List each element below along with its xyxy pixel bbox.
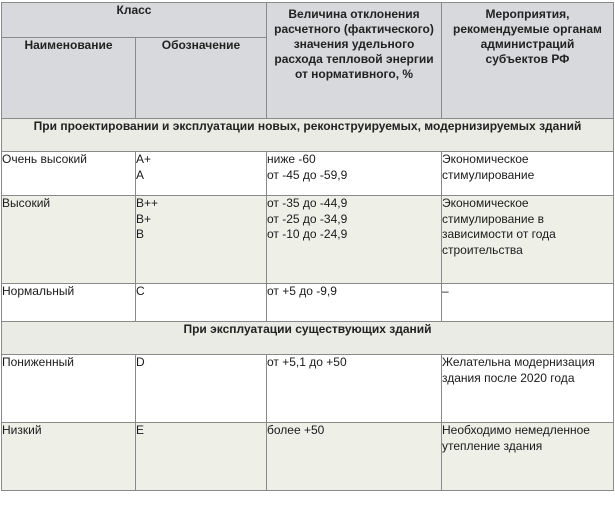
code-value: B++ [136,196,159,210]
code-value: A+ [136,152,152,166]
deviation-line: от -45 до -59,9 [267,167,348,182]
class-name: Нормальный [2,284,136,322]
code-value: B+ [136,211,152,226]
deviation-header: Величина отклонения расчетного (фактического) значения удельного расхода тепловой энергии от нормативного, % [267,3,442,119]
name-column-header: Наименование [2,38,136,119]
class-code [136,152,267,196]
table-row [2,196,614,284]
code-column-header: Обозначение [136,38,267,119]
code-value: A [136,167,145,182]
measure-text: Желательна модернизация здания после 2020 года [442,355,614,423]
deviation-value: от +5,1 до +50 [267,355,442,423]
section-existing-buildings: При эксплуатации существующих зданий [2,322,614,355]
measure-text: Экономическое стимулирование [442,152,614,196]
class-code: C [136,284,267,322]
table-row [2,423,614,491]
table-row [2,152,614,196]
class-code: E [136,423,267,491]
class-name: Высокий [2,196,136,284]
deviation-line: от -10 до -24,9 [267,227,348,241]
class-name: Пониженный [2,355,136,423]
class-group-header: Класс [2,3,267,38]
section-new-buildings: При проектировании и эксплуатации новых, реконструируемых, модернизируемых зданий [2,119,614,152]
deviation-line: ниже -60 [267,152,316,166]
energy-class-table [1,2,614,491]
class-name: Низкий [2,423,136,491]
deviation-line: от -35 до -44,9 [267,196,348,210]
deviation-value: более +50 [267,423,442,491]
table-row [2,284,614,322]
code-value: B [136,227,145,241]
deviation-value [267,152,442,196]
table-row [2,355,614,423]
class-code [136,196,267,284]
deviation-value [267,196,442,284]
measure-text: Экономическое стимулирование в зависимости от года строительства [442,196,614,284]
deviation-line: от -25 до -34,9 [267,211,348,226]
measures-header: Мероприятия, рекомендуемые органам администраций субъектов РФ [442,3,614,119]
measure-text: – [442,284,614,322]
deviation-value: от +5 до -9,9 [267,284,442,322]
class-name: Очень высокий [2,152,136,196]
measure-text: Необходимо немедленное утепление здания [442,423,614,491]
class-code: D [136,355,267,423]
